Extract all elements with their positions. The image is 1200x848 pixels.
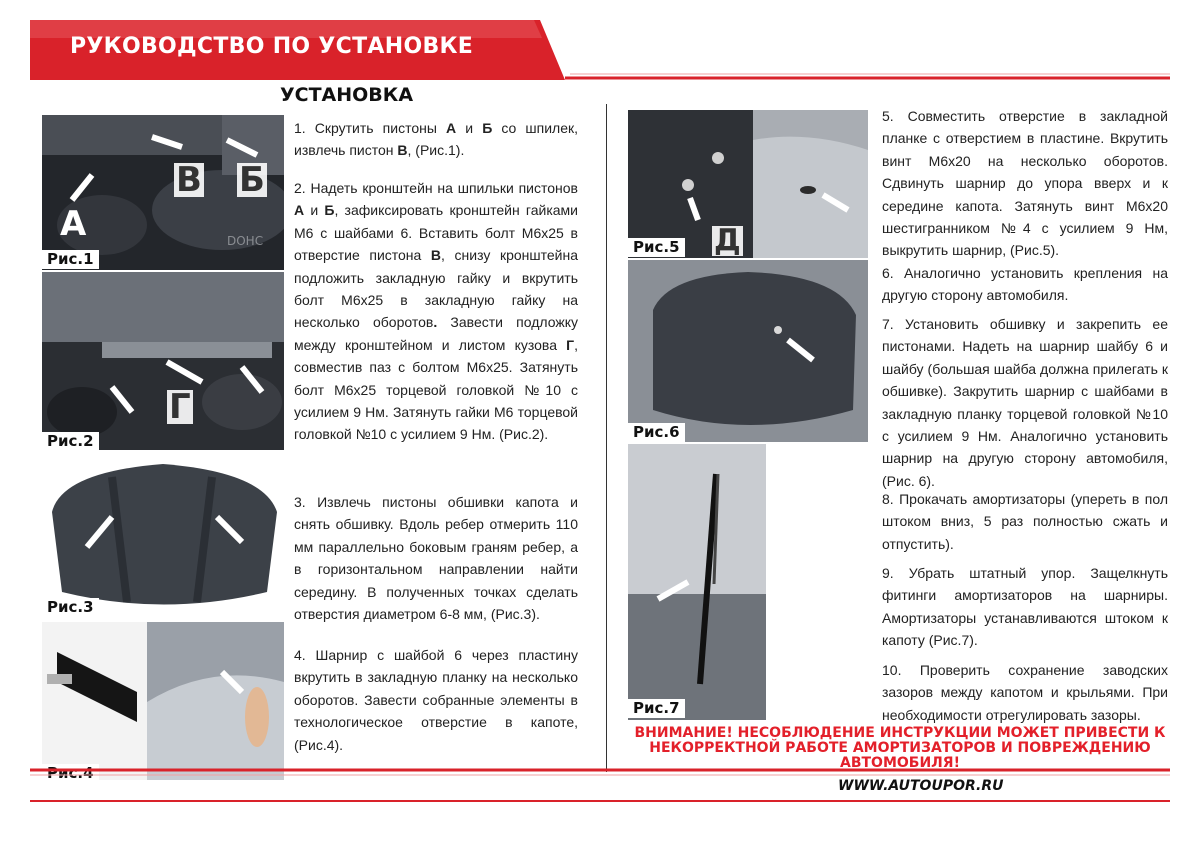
step-3: 3. Извлечь пистоны обшивки капота и снять обшивку. Вдоль ребер отмерить 110 мм параллельно боковым граням ребер, а в горизонтальном направлении найти середину. В полученных точках сделать отверстия диаметром 6-8 мм, (Рис.3). xyxy=(294,494,578,623)
figure-5-photo xyxy=(628,110,868,258)
figure-6-caption: Рис.6 xyxy=(628,423,685,442)
figure-5-label-d: Д xyxy=(714,223,741,258)
header-banner xyxy=(30,20,1170,80)
step-6: 6. Аналогично установить крепления на другую сторону автомобиля. xyxy=(882,265,1168,304)
step-9: 9. Убрать штатный упор. Защелкнуть фитинги амортизаторов на шарниры. Амортизаторы устанавливаются штоком к капоту (Рис.7). xyxy=(882,565,1168,649)
footer-url[interactable]: WWW.AUTOUPOR.RU xyxy=(838,778,1004,794)
figure-6-photo xyxy=(628,260,868,442)
figure-1-label-b: Б xyxy=(239,160,265,200)
step-4: 4. Шарнир с шайбой 6 через пластину вкрутить в закладную планку на несколько оборотов. Завести собранные элементы в технологическое отверстие в капоте, (Рис.4). xyxy=(294,647,578,753)
section-title: УСТАНОВКА xyxy=(280,84,414,106)
figure-2-photo xyxy=(42,272,284,450)
figure-1-label-v: В xyxy=(176,160,202,200)
figure-2-label-g: Г xyxy=(169,387,191,427)
figure-3-photo xyxy=(42,452,284,620)
step-5: 5. Совместить отверстие в закладной планке с отверстием в пластине. Вкрутить винт М6х20 на несколько оборотов. Сдвинуть шарнир до упора вверх и к середине капота. Затянуть винт М6х20 шестигранником №4 с усилием 9 Нм, выкрутить шарнир, (Рис.5). xyxy=(882,108,1168,259)
figure-7-caption: Рис.7 xyxy=(628,699,685,718)
step-2: 2. Надеть кронштейн на шпильки пистонов А и Б, зафиксировать кронштейн гайками М6 с шайбами 6. Вставить болт М6х25 в отверстие пистона В, снизу кронштейна подложить закладную гайку и вкрутить болт М6х25 в закладную гайку на несколько оборотов. Завести подложку между кронштейном и листом кузова Г, совместив паз с болтом М6х25. Затянуть болт М6х25 торцевой головкой №10 с усилием 9 Нм. Затянуть гайки М6 торцевой головкой №10 с усилием 9 Нм. (Рис.2). xyxy=(294,180,578,443)
figure-1-photo xyxy=(42,115,284,270)
page-title: РУКОВОДСТВО ПО УСТАНОВКЕ xyxy=(70,34,474,59)
figure-4-photo xyxy=(42,622,284,780)
figure-4-caption: Рис.4 xyxy=(42,764,99,780)
step-1: 1. Скрутить пистоны А и Б со шпилек, извлечь пистон В, (Рис.1). xyxy=(294,120,578,159)
figure-1-caption: Рис.1 xyxy=(42,250,99,269)
svg-text:DOHC: DOHC xyxy=(227,234,264,248)
column-divider xyxy=(606,104,607,772)
step-8: 8. Прокачать амортизаторы (упереть в пол штоком вниз, 5 раз полностью сжать и отпустить). xyxy=(882,491,1168,552)
figure-3-caption: Рис.3 xyxy=(42,598,99,617)
step-7: 7. Установить обшивку и закрепить ее пистонами. Надеть на шарнир шайбу 6 и шайбу (большая шайба должна прилегать к обшивке). Закрутить шарнир с шайбами в закладную планку торцевой головкой №10 с усилием 9 Нм. Аналогично установить шарнир на другую сторону автомобиля, (Рис. 6). xyxy=(882,316,1168,489)
figure-5-caption: Рис.5 xyxy=(628,238,685,257)
warning-message: ВНИМАНИЕ! НЕСОБЛЮДЕНИЕ ИНСТРУКЦИИ МОЖЕТ ПРИВЕСТИ К НЕКОРРЕКТНОЙ РАБОТЕ АМОРТИЗАТОРОВ И ПОВРЕЖДЕНИЮ АВТОМОБИЛЯ! xyxy=(634,725,1166,771)
figure-7-photo xyxy=(628,444,766,720)
step-10: 10. Проверить сохранение заводских зазоров между капотом и крыльями. При необходимости отрегулировать зазоры. xyxy=(882,662,1168,723)
figure-2-caption: Рис.2 xyxy=(42,432,99,450)
figure-1-label-a: А xyxy=(60,204,87,244)
